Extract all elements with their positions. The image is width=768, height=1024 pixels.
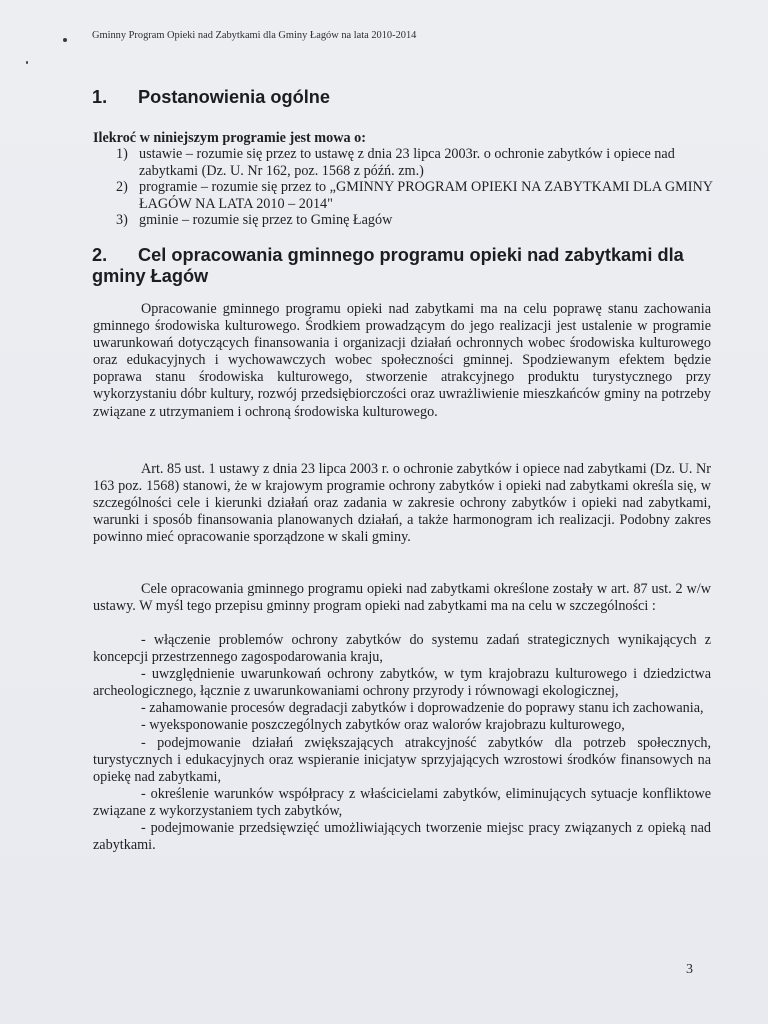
goal-item bbox=[93, 666, 711, 700]
goal-text: - podejmowanie przedsięwzięć umożliwiających tworzenie miejsc pracy związanych z opieką nad zabytkami. bbox=[93, 820, 711, 854]
paragraph-text: Cele opracowania gminnego programu opieki nad zabytkami określone zostały w art. 87 ust. 2 w/w ustawy. W myśl tego przepisu gminny program opieki nad zabytkami ma na celu w szczególności : bbox=[93, 581, 711, 615]
paragraph-text: Art. 85 ust. 1 ustawy z dnia 23 lipca 2003 r. o ochronie zabytków i opiece nad zabytkami (Dz. U. Nr 163 poz. 1568) stanowi, że w krajowym programie ochrony zabytków i opieki nad zabytkami określa się, w szczególności cele i kierunki działań oraz zadania w zakresie ochrony zabytków i opieki nad zabytkami, warunki i sposób finansowania planowanych działań, a także harmonogram ich realizacji. Podobny zakres powinno mieć opracowanie sporządzone w skali gminy. bbox=[93, 461, 711, 546]
goals-list bbox=[93, 632, 711, 854]
goal-item bbox=[93, 735, 711, 786]
running-header: Gminny Program Opieki nad Zabytkami dla Gminy Łagów na lata 2010-2014 bbox=[92, 30, 417, 41]
item-number: 3) bbox=[116, 212, 128, 228]
item-text: gminie – rozumie się przez to Gminę Łagów bbox=[139, 212, 393, 228]
goal-item bbox=[93, 717, 711, 734]
definition-item bbox=[116, 179, 716, 212]
goal-item bbox=[93, 786, 711, 820]
goal-text: - włączenie problemów ochrony zabytków do systemu zadań strategicznych wynikających z koncepcji przestrzennego zagospodarowania kraju, bbox=[93, 632, 711, 666]
section-title: Postanowienia ogólne bbox=[138, 87, 330, 107]
definitions-intro: Ilekroć w niniejszym programie jest mowa o: bbox=[93, 130, 366, 146]
definition-item bbox=[116, 212, 716, 229]
section-1-heading bbox=[92, 87, 330, 108]
goal-item bbox=[93, 700, 711, 717]
paragraph bbox=[93, 581, 711, 615]
page-number: 3 bbox=[686, 962, 693, 977]
item-number: 1) bbox=[116, 146, 128, 162]
section-title: Cel opracowania gminnego programu opieki nad zabytkami dla gminy Łagów bbox=[92, 245, 684, 286]
definition-item bbox=[116, 146, 716, 179]
paragraph bbox=[93, 461, 711, 546]
goal-item bbox=[93, 820, 711, 854]
item-text: programie – rozumie się przez to „GMINNY PROGRAM OPIEKI NA ZABYTKAMI DLA GMINY ŁAGÓW NA LATA 2010 – 2014" bbox=[139, 179, 713, 212]
definitions-list bbox=[116, 146, 716, 229]
item-text: ustawie – rozumie się przez to ustawę z dnia 23 lipca 2003r. o ochronie zabytków i opiece nad zabytkami (Dz. U. Nr 162, poz. 1568 z późń. zm.) bbox=[139, 146, 675, 179]
paragraph bbox=[93, 301, 711, 421]
paragraph-text: Opracowanie gminnego programu opieki nad zabytkami ma na celu poprawę stanu zachowania gminnego środowiska kulturowego. Środkiem prowadzącym do jego realizacji jest ustalenie w programie uwarunkowań dotyczących finansowania i organizacji działań ochronnych wobec środowiska kulturowego oraz edukacyjnych i wychowawczych wobec społeczności gminnej. Spodziewanym efektem będzie poprawa stanu środowiska kulturowego, stworzenie atrakcyjnego produktu turystycznego przy wykorzystaniu dóbr kultury, rozwój przedsiębiorczości oraz uwrażliwienie mieszkańców gminy na potrzeby związane z utrzymaniem i ochroną środowiska kulturowego. bbox=[93, 301, 711, 420]
goal-text: - uwzględnienie uwarunkowań ochrony zabytków, w tym krajobrazu kulturowego i dziedzictwa archeologicznego, łącznie z uwarunkowaniami ochrony przyrody i równowagi ekologicznej, bbox=[93, 666, 711, 700]
section-number: 2. bbox=[92, 245, 108, 265]
goal-text: - określenie warunków współpracy z właścicielami zabytków, eliminujących sytuacje konfliktowe związane z wykorzystaniem tych zabytków, bbox=[93, 785, 711, 819]
goal-text: - wyeksponowanie poszczególnych zabytków oraz walorów krajobrazu kulturowego, bbox=[141, 717, 625, 734]
goal-text: - podejmowanie działań zwiększających atrakcyjność zabytków dla potrzeb społecznych, turystycznych i edukacyjnych oraz wspieranie inicjatyw sprzyjających wzrostowi środków finansowych na opiekę nad zabytkami, bbox=[93, 734, 711, 785]
section-2-heading bbox=[92, 245, 712, 287]
section-number: 1. bbox=[92, 87, 108, 107]
item-number: 2) bbox=[116, 179, 128, 195]
scan-speck bbox=[63, 38, 67, 42]
goal-text: - zahamowanie procesów degradacji zabytków i doprowadzenie do poprawy stanu ich zachowania, bbox=[141, 700, 704, 717]
scan-speck bbox=[26, 61, 28, 64]
goal-item bbox=[93, 632, 711, 666]
